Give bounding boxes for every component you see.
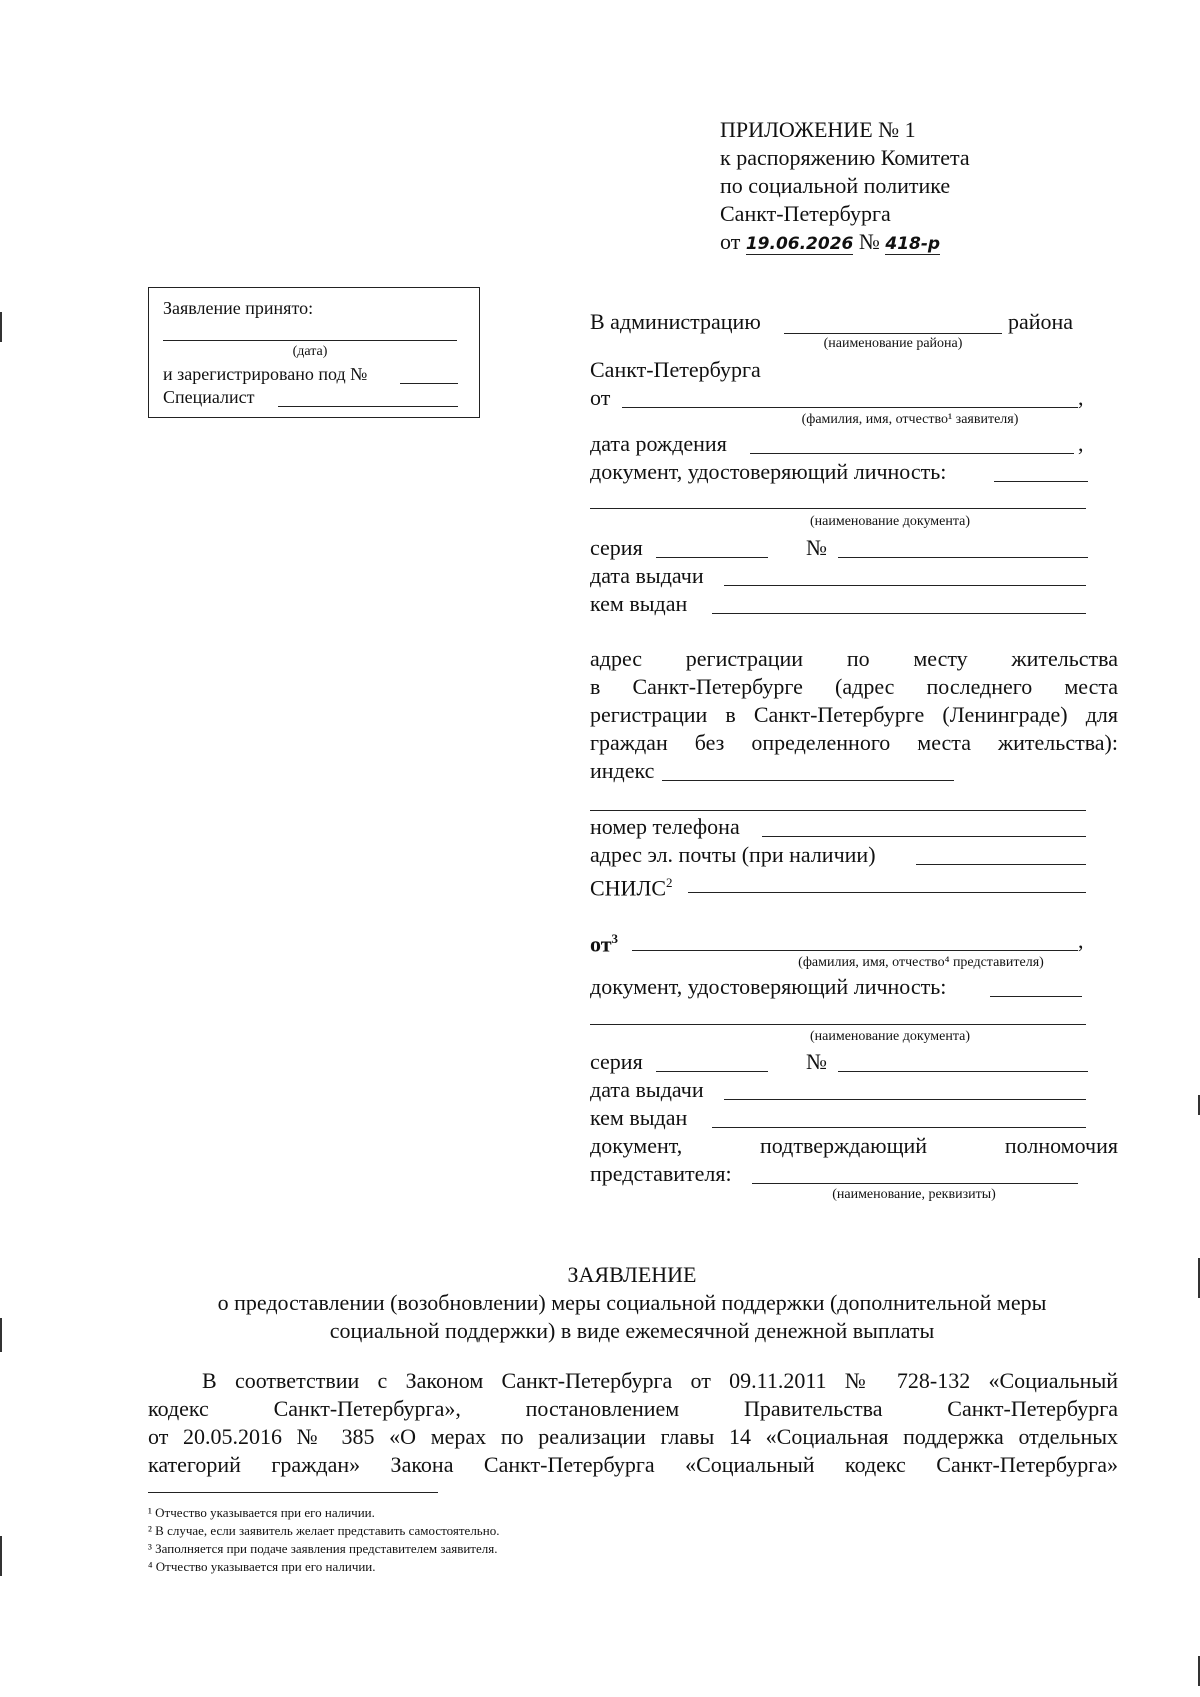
handwritten-number: 418-р: [885, 234, 941, 254]
body-text-line: категорий граждан» Закона Санкт-Петербурга «Социальный кодекс Санкт-Петербурга»: [148, 1452, 1118, 1477]
appendix-line: Санкт-Петербурга: [720, 201, 891, 226]
rep-from-label: [590, 925, 618, 958]
number-line: [838, 557, 1088, 558]
rep-id-doc-label: документ, удостоверяющий личность:: [590, 974, 947, 999]
rep-authority-text: документ, подтверждающий полномочия: [590, 1133, 1118, 1158]
appendix-title: ПРИЛОЖЕНИЕ № 1: [720, 117, 916, 142]
stamp-accepted-label: Заявление принято:: [163, 298, 314, 318]
appendix-date-line: [720, 228, 1140, 256]
footnote: ¹ Отчество указывается при его наличии.: [148, 1505, 375, 1520]
rep-number-label: №: [806, 1049, 827, 1074]
stamp-reg-number-line: [400, 383, 458, 384]
body-text-line: от 20.05.2016 № 385 «О мерах по реализации главы 14 «Социальная поддержка отдельных: [148, 1424, 1118, 1449]
rep-req-caption: (наименование, реквизиты): [832, 1187, 996, 1202]
rep-from-text: от: [590, 931, 612, 957]
stamp-date-line: [163, 340, 457, 341]
footnote-separator: [148, 1492, 438, 1493]
index-label: индекс: [590, 758, 655, 783]
document-subtitle: о предоставлении (возобновлении) меры социальной поддержки (дополнительной меры: [217, 1290, 1047, 1315]
id-doc-line-end: [994, 481, 1088, 482]
footnote: ⁴ Отчество указывается при его наличии.: [148, 1559, 376, 1574]
index-line: [662, 780, 954, 781]
scan-mark: [0, 1318, 2, 1352]
rep-footnote-ref: 3: [611, 931, 619, 946]
issue-date-label: дата выдачи: [590, 563, 704, 588]
rep-issue-date-line: [724, 1099, 1086, 1100]
phone-line: [762, 836, 1086, 837]
address-text-line: адрес регистрации по месту жительства: [590, 646, 1118, 671]
doc-name-line: [590, 508, 1086, 509]
stamp-registered-label: и зарегистрировано под №: [163, 364, 368, 384]
applicant-fio-caption: (фамилия, имя, отчество¹ заявителя): [801, 412, 1019, 427]
footnote: ³ Заполняется при подаче заявления представителем заявителя.: [148, 1541, 498, 1556]
spb-label: Санкт-Петербурга: [590, 357, 761, 382]
rep-id-doc-line-end: [990, 996, 1082, 997]
address-line: [590, 810, 1086, 811]
id-doc-label: документ, удостоверяющий личность:: [590, 459, 947, 484]
number-label: №: [806, 535, 827, 560]
address-text-line: в Санкт-Петербурге (адрес последнего места: [590, 674, 1118, 699]
rep-fio-caption: (фамилия, имя, отчество⁴ представителя): [798, 955, 1044, 970]
rep-authority-label: представителя:: [590, 1161, 732, 1186]
district-label: района: [1008, 309, 1074, 334]
rep-fio-comma: ,: [1078, 928, 1084, 953]
district-line: [784, 333, 1002, 334]
handwritten-date: 19.06.2026: [745, 234, 854, 254]
doc-name-caption: (наименование документа): [809, 514, 971, 529]
address-text-line: регистрации в Санкт-Петербурге (Ленинграде) для: [590, 702, 1118, 727]
email-line: [916, 864, 1086, 865]
district-caption: (наименование района): [823, 336, 963, 351]
scan-mark: [0, 312, 2, 342]
birth-label: дата рождения: [590, 431, 727, 456]
series-line: [656, 557, 768, 558]
series-label: серия: [590, 535, 643, 560]
stamp-date-caption: (дата): [292, 344, 328, 359]
appendix-line: к распоряжению Комитета: [720, 145, 970, 170]
issue-date-line: [724, 585, 1086, 586]
body-text-line: В соответствии с Законом Санкт-Петербурга от 09.11.2011 № 728-132 «Социальный: [202, 1368, 1118, 1393]
applicant-fio-line: [622, 407, 1078, 408]
issued-by-line: [712, 613, 1086, 614]
address-text-line: граждан без определенного места жительства):: [590, 730, 1118, 755]
issued-by-label: кем выдан: [590, 591, 688, 616]
rep-number-line: [838, 1071, 1088, 1072]
appendix-line: по социальной политике: [720, 173, 951, 198]
scan-mark: [0, 1536, 2, 1576]
email-label: адрес эл. почты (при наличии): [590, 842, 876, 867]
rep-doc-name-caption: (наименование документа): [809, 1029, 971, 1044]
fio-comma: ,: [1078, 385, 1084, 410]
rep-authority-line: [752, 1183, 1078, 1184]
birth-comma: ,: [1078, 431, 1084, 456]
birth-line: [750, 453, 1074, 454]
phone-label: номер телефона: [590, 814, 740, 839]
document-subtitle: социальной поддержки) в виде ежемесячной денежной выплаты: [329, 1318, 935, 1343]
snils-text: СНИЛС: [590, 875, 667, 901]
appendix-header: [720, 116, 1140, 256]
rep-issued-by-label: кем выдан: [590, 1105, 688, 1130]
date-prefix: от: [720, 229, 741, 254]
rep-series-label: серия: [590, 1049, 643, 1074]
snils-label: [590, 869, 673, 902]
rep-issue-date-label: дата выдачи: [590, 1077, 704, 1102]
number-prefix: №: [858, 229, 880, 254]
from-label: от: [590, 385, 611, 410]
snils-line: [688, 892, 1086, 893]
document-title: ЗАЯВЛЕНИЕ: [567, 1262, 697, 1287]
rep-series-line: [656, 1071, 768, 1072]
stamp-specialist-line: [278, 406, 458, 407]
admin-label: В администрацию: [590, 309, 761, 334]
rep-fio-line: [632, 950, 1078, 951]
stamp-specialist-label: Специалист: [163, 387, 255, 407]
rep-issued-by-line: [712, 1127, 1086, 1128]
snils-footnote-ref: 2: [666, 875, 673, 890]
body-text-line: кодекс Санкт-Петербурга», постановлением Правительства Санкт-Петербурга: [148, 1396, 1118, 1421]
rep-doc-name-line: [590, 1024, 1086, 1025]
footnote: ² В случае, если заявитель желает представить самостоятельно.: [148, 1523, 500, 1538]
